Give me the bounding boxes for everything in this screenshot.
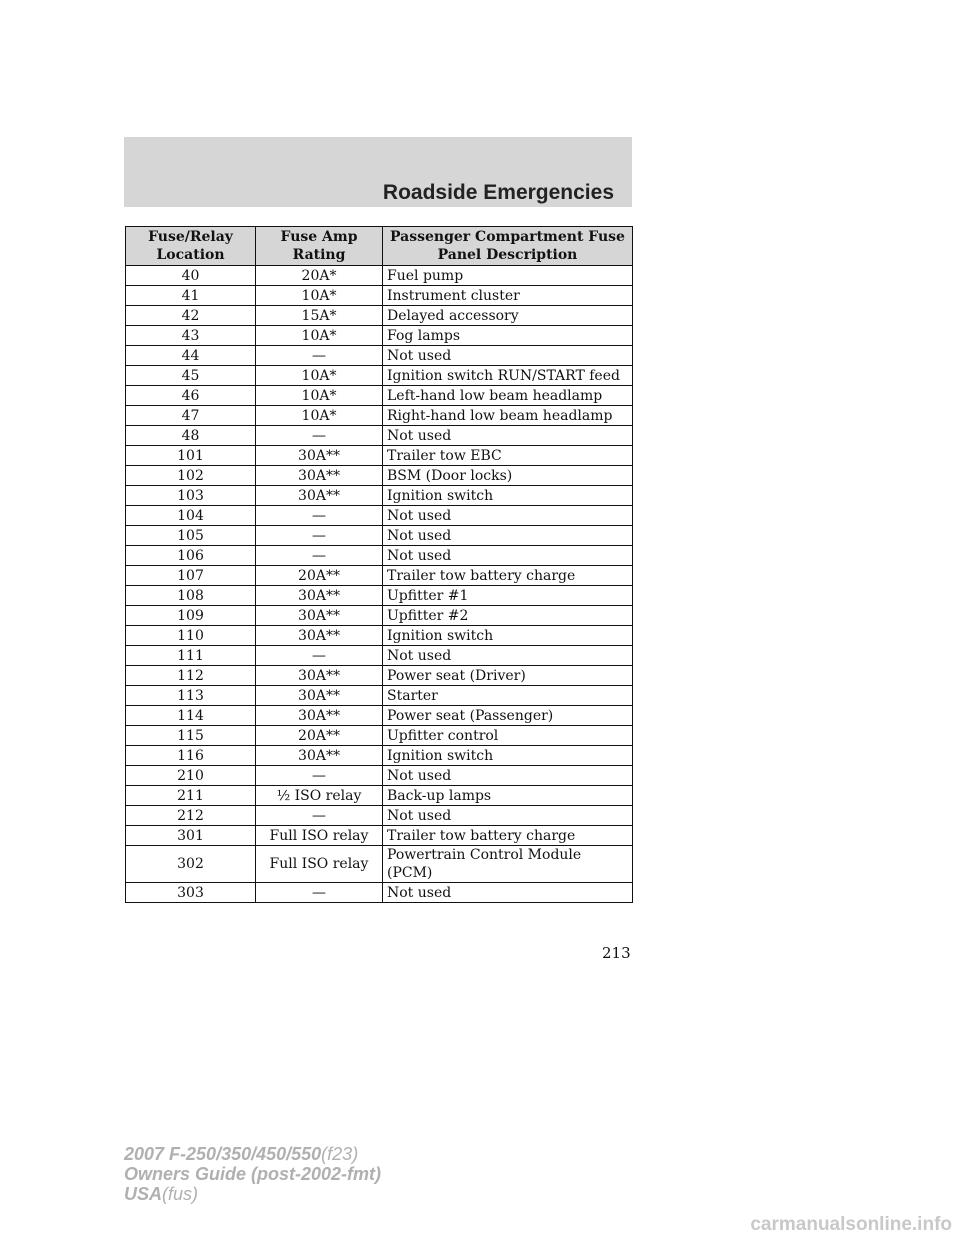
table-header-row: [126, 227, 633, 266]
footer-line-model: [124, 1144, 381, 1164]
cell-location: 101: [126, 446, 256, 466]
cell-description: Not used: [383, 546, 633, 566]
cell-description: Powertrain Control Module (PCM): [383, 846, 633, 883]
cell-amp-rating: 15A*: [256, 306, 383, 326]
table-row: [126, 786, 633, 806]
footer-market: USA: [124, 1184, 163, 1204]
cell-amp-rating: —: [256, 546, 383, 566]
cell-description: Not used: [383, 646, 633, 666]
cell-location: 104: [126, 506, 256, 526]
cell-description: Ignition switch RUN/START feed: [383, 366, 633, 386]
cell-amp-rating: 20A**: [256, 726, 383, 746]
table-row: [126, 306, 633, 326]
cell-description: Delayed accessory: [383, 306, 633, 326]
cell-location: 105: [126, 526, 256, 546]
table-row: [126, 366, 633, 386]
cell-location: 211: [126, 786, 256, 806]
cell-amp-rating: 30A**: [256, 746, 383, 766]
cell-description: Not used: [383, 506, 633, 526]
cell-location: 212: [126, 806, 256, 826]
cell-amp-rating: —: [256, 806, 383, 826]
table-row: [126, 286, 633, 306]
cell-amp-rating: —: [256, 883, 383, 903]
footer-line-guide: Owners Guide (post-2002-fmt): [124, 1164, 382, 1184]
cell-amp-rating: —: [256, 646, 383, 666]
column-header-amp-rating: Fuse Amp Rating: [256, 227, 383, 266]
cell-amp-rating: 30A**: [256, 466, 383, 486]
cell-location: 116: [126, 746, 256, 766]
column-header-description: Passenger Compartment Fuse Panel Description: [383, 227, 633, 266]
cell-location: 40: [126, 266, 256, 286]
cell-location: 302: [126, 846, 256, 883]
cell-location: 103: [126, 486, 256, 506]
table-row: [126, 846, 633, 883]
cell-description: Trailer tow battery charge: [383, 566, 633, 586]
cell-amp-rating: —: [256, 766, 383, 786]
cell-amp-rating: ½ ISO relay: [256, 786, 383, 806]
table-row: [126, 586, 633, 606]
table-row: [126, 446, 633, 466]
table-row: [126, 626, 633, 646]
table-row: [126, 386, 633, 406]
cell-location: 109: [126, 606, 256, 626]
cell-amp-rating: 10A*: [256, 286, 383, 306]
table-row: [126, 426, 633, 446]
cell-amp-rating: 20A*: [256, 266, 383, 286]
cell-location: 108: [126, 586, 256, 606]
table-row: [126, 546, 633, 566]
footer-model-code: (f23): [321, 1144, 359, 1164]
cell-location: 112: [126, 666, 256, 686]
cell-amp-rating: 10A*: [256, 406, 383, 426]
cell-description: Trailer tow battery charge: [383, 826, 633, 846]
cell-description: Ignition switch: [383, 486, 633, 506]
cell-location: 46: [126, 386, 256, 406]
table-row: [126, 706, 633, 726]
section-title: Roadside Emergencies: [382, 181, 614, 204]
table-row: [126, 346, 633, 366]
cell-location: 41: [126, 286, 256, 306]
cell-amp-rating: 30A**: [256, 666, 383, 686]
footer-model: 2007 F-250/350/450/550: [124, 1144, 322, 1164]
cell-description: Not used: [383, 806, 633, 826]
table-row: [126, 466, 633, 486]
cell-amp-rating: 10A*: [256, 326, 383, 346]
watermark: carmanualsonline.info: [750, 1214, 952, 1235]
table-row: [126, 726, 633, 746]
cell-location: 107: [126, 566, 256, 586]
cell-amp-rating: 30A**: [256, 446, 383, 466]
cell-amp-rating: —: [256, 426, 383, 446]
cell-description: Left-hand low beam headlamp: [383, 386, 633, 406]
cell-description: Ignition switch: [383, 626, 633, 646]
cell-description: Back-up lamps: [383, 786, 633, 806]
cell-location: 45: [126, 366, 256, 386]
cell-amp-rating: Full ISO relay: [256, 846, 383, 883]
cell-location: 102: [126, 466, 256, 486]
table-row: [126, 686, 633, 706]
document-footer: [124, 1144, 381, 1204]
table-row: [126, 266, 633, 286]
table-row: [126, 606, 633, 626]
table-row: [126, 826, 633, 846]
table-row: [126, 486, 633, 506]
cell-location: 210: [126, 766, 256, 786]
cell-amp-rating: 30A**: [256, 686, 383, 706]
table-row: [126, 506, 633, 526]
table-row: [126, 766, 633, 786]
table-row: [126, 666, 633, 686]
cell-amp-rating: 10A*: [256, 366, 383, 386]
cell-description: Ignition switch: [383, 746, 633, 766]
cell-description: Upfitter #2: [383, 606, 633, 626]
cell-location: 44: [126, 346, 256, 366]
table-row: [126, 806, 633, 826]
footer-line-market: [124, 1184, 381, 1204]
cell-description: Fuel pump: [383, 266, 633, 286]
cell-location: 115: [126, 726, 256, 746]
cell-location: 301: [126, 826, 256, 846]
cell-location: 43: [126, 326, 256, 346]
table-row: [126, 646, 633, 666]
cell-location: 47: [126, 406, 256, 426]
cell-description: Starter: [383, 686, 633, 706]
cell-amp-rating: 30A**: [256, 706, 383, 726]
cell-amp-rating: 20A**: [256, 566, 383, 586]
cell-location: 42: [126, 306, 256, 326]
cell-location: 48: [126, 426, 256, 446]
cell-description: Not used: [383, 526, 633, 546]
cell-description: Not used: [383, 426, 633, 446]
footer-market-code: (fus): [162, 1184, 199, 1204]
cell-description: Not used: [383, 883, 633, 903]
cell-description: Upfitter #1: [383, 586, 633, 606]
cell-location: 113: [126, 686, 256, 706]
cell-amp-rating: —: [256, 346, 383, 366]
cell-location: 111: [126, 646, 256, 666]
cell-description: Not used: [383, 346, 633, 366]
table-row: [126, 526, 633, 546]
cell-description: Right-hand low beam headlamp: [383, 406, 633, 426]
cell-location: 303: [126, 883, 256, 903]
page-number: 213: [602, 944, 631, 962]
section-header-band: [124, 137, 632, 207]
cell-location: 114: [126, 706, 256, 726]
cell-description: Fog lamps: [383, 326, 633, 346]
cell-description: Power seat (Passenger): [383, 706, 633, 726]
cell-amp-rating: 30A**: [256, 606, 383, 626]
cell-description: BSM (Door locks): [383, 466, 633, 486]
cell-amp-rating: 10A*: [256, 386, 383, 406]
column-header-location: Fuse/Relay Location: [126, 227, 256, 266]
cell-amp-rating: 30A**: [256, 626, 383, 646]
cell-location: 106: [126, 546, 256, 566]
cell-description: Not used: [383, 766, 633, 786]
table-row: [126, 883, 633, 903]
cell-amp-rating: Full ISO relay: [256, 826, 383, 846]
cell-amp-rating: 30A**: [256, 486, 383, 506]
cell-location: 110: [126, 626, 256, 646]
cell-amp-rating: —: [256, 526, 383, 546]
cell-description: Instrument cluster: [383, 286, 633, 306]
table-row: [126, 326, 633, 346]
table-row: [126, 746, 633, 766]
cell-amp-rating: —: [256, 506, 383, 526]
cell-description: Upfitter control: [383, 726, 633, 746]
table-row: [126, 566, 633, 586]
cell-amp-rating: 30A**: [256, 586, 383, 606]
fuse-table: [125, 226, 633, 903]
cell-description: Trailer tow EBC: [383, 446, 633, 466]
fuse-table-body: [126, 266, 633, 903]
cell-description: Power seat (Driver): [383, 666, 633, 686]
table-row: [126, 406, 633, 426]
